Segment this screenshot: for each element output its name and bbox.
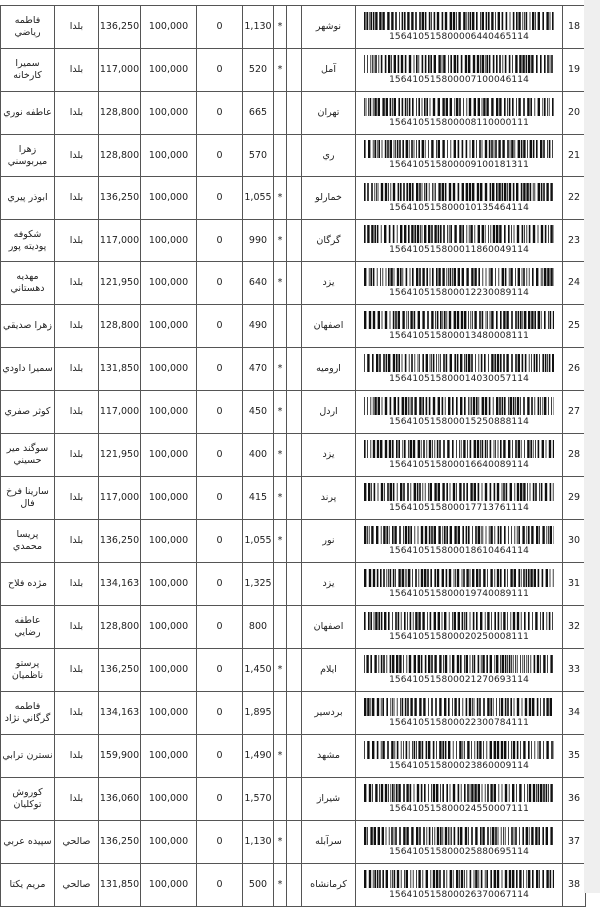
barcode-number: 156410515800013480008111 (389, 331, 529, 342)
company-cell: صالحي (55, 864, 99, 907)
amount-cell: 570 (243, 135, 274, 177)
base-amount-cell: 100,000 (141, 692, 197, 735)
barcode-number: 156410515800026370067114 (389, 890, 529, 901)
table-row (1, 649, 586, 692)
star-marker-cell: * (274, 6, 287, 49)
zero-cell: 0 (197, 649, 243, 692)
barcode-cell (356, 49, 563, 92)
base-amount-cell: 100,000 (141, 262, 197, 305)
table-row (1, 434, 586, 477)
empty-cell (287, 135, 302, 177)
amount-cell: 1,130 (243, 6, 274, 49)
base-amount-cell: 100,000 (141, 735, 197, 778)
star-marker-cell: * (274, 49, 287, 92)
star-marker-cell (274, 692, 287, 735)
total-amount-cell: 128,800 (99, 606, 141, 649)
zero-cell: 0 (197, 692, 243, 735)
total-amount-cell: 128,800 (99, 92, 141, 135)
company-cell: بلدا (55, 135, 99, 177)
recipient-name-cell: پرستو ناظميان (1, 649, 55, 692)
zero-cell: 0 (197, 305, 243, 348)
city-cell: ري (302, 135, 356, 177)
barcode-cell (356, 305, 563, 348)
amount-cell: 470 (243, 348, 274, 391)
star-marker-cell: * (274, 649, 287, 692)
base-amount-cell: 100,000 (141, 6, 197, 49)
barcode-cell (356, 692, 563, 735)
barcode-cell (356, 391, 563, 434)
city-cell: خمارلو (302, 177, 356, 220)
barcode-graphic (364, 784, 554, 802)
row-index-cell: 32 (563, 606, 586, 649)
star-marker-cell: * (274, 262, 287, 305)
company-cell: بلدا (55, 262, 99, 305)
empty-cell (287, 563, 302, 606)
empty-cell (287, 649, 302, 692)
recipient-name-cell: فاطمه گرگاني نژاد (1, 692, 55, 735)
total-amount-cell: 136,250 (99, 6, 141, 49)
zero-cell: 0 (197, 177, 243, 220)
table-row (1, 92, 586, 135)
company-cell: بلدا (55, 305, 99, 348)
city-cell: كرمانشاه (302, 864, 356, 907)
total-amount-cell: 136,060 (99, 778, 141, 821)
total-amount-cell: 159,900 (99, 735, 141, 778)
base-amount-cell: 100,000 (141, 220, 197, 262)
total-amount-cell: 136,250 (99, 821, 141, 864)
city-cell: نوشهر (302, 6, 356, 49)
empty-cell (287, 821, 302, 864)
barcode-cell (356, 649, 563, 692)
empty-cell (287, 692, 302, 735)
zero-cell: 0 (197, 821, 243, 864)
barcode-graphic (364, 741, 554, 759)
recipient-name-cell: كوروش توكليان (1, 778, 55, 821)
amount-cell: 990 (243, 220, 274, 262)
company-cell: بلدا (55, 520, 99, 563)
barcode-number: 156410515800007100046114 (389, 75, 529, 86)
barcode-number: 156410515800006440465114 (389, 32, 529, 43)
row-index-cell: 31 (563, 563, 586, 606)
recipient-name-cell: عاطفه نوري (1, 92, 55, 135)
recipient-name-cell: شكوفه پوديته پور (1, 220, 55, 262)
row-index-cell: 20 (563, 92, 586, 135)
city-cell: تهران (302, 92, 356, 135)
barcode-graphic (364, 225, 554, 243)
base-amount-cell: 100,000 (141, 135, 197, 177)
zero-cell: 0 (197, 135, 243, 177)
shipment-table (0, 5, 586, 907)
empty-cell (287, 49, 302, 92)
company-cell: بلدا (55, 563, 99, 606)
star-marker-cell: * (274, 391, 287, 434)
recipient-name-cell: سميرا كارخانه (1, 49, 55, 92)
barcode-cell (356, 135, 563, 177)
amount-cell: 1,570 (243, 778, 274, 821)
city-cell: آمل (302, 49, 356, 92)
star-marker-cell: * (274, 735, 287, 778)
barcode-cell (356, 220, 563, 262)
city-cell: ايلام (302, 649, 356, 692)
barcode-cell (356, 6, 563, 49)
table-row (1, 606, 586, 649)
total-amount-cell: 136,250 (99, 649, 141, 692)
amount-cell: 1,895 (243, 692, 274, 735)
barcode-number: 156410515800024550007111 (389, 804, 529, 815)
empty-cell (287, 6, 302, 49)
zero-cell: 0 (197, 220, 243, 262)
empty-cell (287, 477, 302, 520)
star-marker-cell (274, 563, 287, 606)
recipient-name-cell: سپيده عربي (1, 821, 55, 864)
star-marker-cell: * (274, 477, 287, 520)
company-cell: صالحي (55, 821, 99, 864)
barcode-graphic (364, 183, 554, 201)
table-row (1, 477, 586, 520)
amount-cell: 640 (243, 262, 274, 305)
city-cell: اروميه (302, 348, 356, 391)
barcode-number: 156410515800008110000111 (389, 118, 529, 129)
row-index-cell: 22 (563, 177, 586, 220)
row-index-cell: 36 (563, 778, 586, 821)
barcode-number: 156410515800016640089114 (389, 460, 529, 471)
table-row (1, 135, 586, 177)
base-amount-cell: 100,000 (141, 92, 197, 135)
total-amount-cell: 131,850 (99, 864, 141, 907)
barcode-graphic (364, 612, 554, 630)
table-row (1, 348, 586, 391)
company-cell: بلدا (55, 735, 99, 778)
page-margin (584, 0, 600, 893)
amount-cell: 415 (243, 477, 274, 520)
table-row (1, 262, 586, 305)
barcode-graphic (364, 98, 554, 116)
amount-cell: 1,325 (243, 563, 274, 606)
barcode-number: 156410515800010135464114 (389, 203, 529, 214)
total-amount-cell: 121,950 (99, 262, 141, 305)
barcode-number: 156410515800019740089111 (389, 589, 529, 600)
barcode-graphic (364, 698, 554, 716)
star-marker-cell: * (274, 220, 287, 262)
base-amount-cell: 100,000 (141, 391, 197, 434)
barcode-graphic (364, 440, 554, 458)
total-amount-cell: 131,850 (99, 348, 141, 391)
barcode-graphic (364, 55, 554, 73)
amount-cell: 1,450 (243, 649, 274, 692)
base-amount-cell: 100,000 (141, 563, 197, 606)
base-amount-cell: 100,000 (141, 864, 197, 907)
barcode-number: 156410515800021270693114 (389, 675, 529, 686)
company-cell: بلدا (55, 477, 99, 520)
empty-cell (287, 262, 302, 305)
total-amount-cell: 128,800 (99, 305, 141, 348)
barcode-cell (356, 434, 563, 477)
base-amount-cell: 100,000 (141, 477, 197, 520)
barcode-cell (356, 563, 563, 606)
row-index-cell: 35 (563, 735, 586, 778)
star-marker-cell: * (274, 520, 287, 563)
zero-cell: 0 (197, 391, 243, 434)
table-row (1, 821, 586, 864)
recipient-name-cell: كوثر صفري (1, 391, 55, 434)
base-amount-cell: 100,000 (141, 606, 197, 649)
zero-cell: 0 (197, 477, 243, 520)
recipient-name-cell: مهديه دهستاني (1, 262, 55, 305)
empty-cell (287, 520, 302, 563)
table-row (1, 391, 586, 434)
city-cell: يزد (302, 434, 356, 477)
barcode-cell (356, 821, 563, 864)
barcode-cell (356, 262, 563, 305)
company-cell: بلدا (55, 6, 99, 49)
empty-cell (287, 305, 302, 348)
barcode-graphic (364, 827, 554, 845)
barcode-graphic (364, 354, 554, 372)
company-cell: بلدا (55, 692, 99, 735)
empty-cell (287, 92, 302, 135)
empty-cell (287, 391, 302, 434)
star-marker-cell: * (274, 177, 287, 220)
table-row (1, 778, 586, 821)
barcode-cell (356, 864, 563, 907)
amount-cell: 1,055 (243, 520, 274, 563)
recipient-name-cell: عاطفه رضايي (1, 606, 55, 649)
table-row (1, 177, 586, 220)
table-row (1, 220, 586, 262)
company-cell: بلدا (55, 220, 99, 262)
amount-cell: 450 (243, 391, 274, 434)
total-amount-cell: 134,163 (99, 563, 141, 606)
barcode-number: 156410515800020250008111 (389, 632, 529, 643)
empty-cell (287, 864, 302, 907)
barcode-graphic (364, 140, 554, 158)
recipient-name-cell: زهرا ميربوسني (1, 135, 55, 177)
table-row (1, 6, 586, 49)
barcode-graphic (364, 311, 554, 329)
empty-cell (287, 735, 302, 778)
row-index-cell: 30 (563, 520, 586, 563)
recipient-name-cell: ابوذر پيري (1, 177, 55, 220)
barcode-number: 156410515800011860049114 (389, 245, 529, 256)
zero-cell: 0 (197, 606, 243, 649)
table-row (1, 735, 586, 778)
total-amount-cell: 134,163 (99, 692, 141, 735)
city-cell: اصفهان (302, 305, 356, 348)
barcode-cell (356, 735, 563, 778)
barcode-number: 156410515800022300784111 (389, 718, 529, 729)
table-row (1, 864, 586, 907)
barcode-number: 156410515800015250888114 (389, 417, 529, 428)
base-amount-cell: 100,000 (141, 778, 197, 821)
amount-cell: 800 (243, 606, 274, 649)
barcode-number: 156410515800018610464114 (389, 546, 529, 557)
recipient-name-cell: زهرا صديقي (1, 305, 55, 348)
barcode-number: 156410515800017713761114 (389, 503, 529, 514)
company-cell: بلدا (55, 649, 99, 692)
star-marker-cell: * (274, 864, 287, 907)
recipient-name-cell: سوگند مير حسيني (1, 434, 55, 477)
table-row (1, 49, 586, 92)
row-index-cell: 34 (563, 692, 586, 735)
zero-cell: 0 (197, 520, 243, 563)
base-amount-cell: 100,000 (141, 177, 197, 220)
total-amount-cell: 117,000 (99, 49, 141, 92)
empty-cell (287, 434, 302, 477)
star-marker-cell (274, 606, 287, 649)
barcode-number: 156410515800014030057114 (389, 374, 529, 385)
barcode-number: 156410515800009100181311 (389, 160, 529, 171)
table-row (1, 692, 586, 735)
table-row (1, 305, 586, 348)
barcode-cell (356, 778, 563, 821)
barcode-graphic (364, 483, 554, 501)
zero-cell: 0 (197, 563, 243, 606)
star-marker-cell (274, 92, 287, 135)
barcode-graphic (364, 655, 554, 673)
barcode-number: 156410515800012230089114 (389, 288, 529, 299)
recipient-name-cell: سارينا فرخ فال (1, 477, 55, 520)
zero-cell: 0 (197, 434, 243, 477)
table-body (1, 6, 586, 907)
star-marker-cell: * (274, 348, 287, 391)
barcode-cell (356, 92, 563, 135)
table-row (1, 563, 586, 606)
row-index-cell: 18 (563, 6, 586, 49)
recipient-name-cell: سميرا داودي (1, 348, 55, 391)
city-cell: پرند (302, 477, 356, 520)
total-amount-cell: 136,250 (99, 520, 141, 563)
zero-cell: 0 (197, 92, 243, 135)
zero-cell: 0 (197, 6, 243, 49)
table-row (1, 520, 586, 563)
amount-cell: 1,490 (243, 735, 274, 778)
zero-cell: 0 (197, 735, 243, 778)
row-index-cell: 37 (563, 821, 586, 864)
zero-cell: 0 (197, 864, 243, 907)
city-cell: سرآبله (302, 821, 356, 864)
city-cell: بردسير (302, 692, 356, 735)
zero-cell: 0 (197, 49, 243, 92)
company-cell: بلدا (55, 92, 99, 135)
total-amount-cell: 121,950 (99, 434, 141, 477)
row-index-cell: 24 (563, 262, 586, 305)
barcode-number: 156410515800023860009114 (389, 761, 529, 772)
empty-cell (287, 778, 302, 821)
company-cell: بلدا (55, 348, 99, 391)
city-cell: گرگان (302, 220, 356, 262)
company-cell: بلدا (55, 434, 99, 477)
amount-cell: 490 (243, 305, 274, 348)
amount-cell: 1,130 (243, 821, 274, 864)
base-amount-cell: 100,000 (141, 49, 197, 92)
star-marker-cell: * (274, 821, 287, 864)
empty-cell (287, 220, 302, 262)
barcode-number: 156410515800025880695114 (389, 847, 529, 858)
row-index-cell: 29 (563, 477, 586, 520)
base-amount-cell: 100,000 (141, 305, 197, 348)
barcode-cell (356, 348, 563, 391)
star-marker-cell (274, 305, 287, 348)
row-index-cell: 21 (563, 135, 586, 177)
base-amount-cell: 100,000 (141, 649, 197, 692)
company-cell: بلدا (55, 49, 99, 92)
amount-cell: 500 (243, 864, 274, 907)
amount-cell: 665 (243, 92, 274, 135)
recipient-name-cell: پريسا محمدي (1, 520, 55, 563)
amount-cell: 520 (243, 49, 274, 92)
city-cell: شيراز (302, 778, 356, 821)
company-cell: بلدا (55, 177, 99, 220)
row-index-cell: 19 (563, 49, 586, 92)
base-amount-cell: 100,000 (141, 821, 197, 864)
recipient-name-cell: مژده فلاح (1, 563, 55, 606)
barcode-graphic (364, 569, 554, 587)
star-marker-cell (274, 135, 287, 177)
row-index-cell: 23 (563, 220, 586, 262)
barcode-cell (356, 606, 563, 649)
star-marker-cell (274, 778, 287, 821)
barcode-cell (356, 177, 563, 220)
row-index-cell: 28 (563, 434, 586, 477)
row-index-cell: 38 (563, 864, 586, 907)
barcode-graphic (364, 268, 554, 286)
row-index-cell: 27 (563, 391, 586, 434)
barcode-graphic (364, 870, 554, 888)
base-amount-cell: 100,000 (141, 520, 197, 563)
star-marker-cell: * (274, 434, 287, 477)
company-cell: بلدا (55, 391, 99, 434)
city-cell: اردل (302, 391, 356, 434)
empty-cell (287, 348, 302, 391)
barcode-cell (356, 520, 563, 563)
base-amount-cell: 100,000 (141, 434, 197, 477)
row-index-cell: 26 (563, 348, 586, 391)
city-cell: مشهد (302, 735, 356, 778)
company-cell: بلدا (55, 778, 99, 821)
city-cell: يزد (302, 262, 356, 305)
amount-cell: 1,055 (243, 177, 274, 220)
total-amount-cell: 117,000 (99, 391, 141, 434)
empty-cell (287, 177, 302, 220)
recipient-name-cell: فاطمه رياضي (1, 6, 55, 49)
total-amount-cell: 117,000 (99, 477, 141, 520)
zero-cell: 0 (197, 262, 243, 305)
base-amount-cell: 100,000 (141, 348, 197, 391)
barcode-graphic (364, 12, 554, 30)
city-cell: اصفهان (302, 606, 356, 649)
barcode-graphic (364, 526, 554, 544)
total-amount-cell: 128,800 (99, 135, 141, 177)
company-cell: بلدا (55, 606, 99, 649)
barcode-cell (356, 477, 563, 520)
city-cell: نور (302, 520, 356, 563)
zero-cell: 0 (197, 348, 243, 391)
row-index-cell: 33 (563, 649, 586, 692)
recipient-name-cell: نسترن ترابي (1, 735, 55, 778)
total-amount-cell: 136,250 (99, 177, 141, 220)
amount-cell: 400 (243, 434, 274, 477)
empty-cell (287, 606, 302, 649)
barcode-graphic (364, 397, 554, 415)
recipient-name-cell: مريم يكتا (1, 864, 55, 907)
city-cell: يزد (302, 563, 356, 606)
row-index-cell: 25 (563, 305, 586, 348)
zero-cell: 0 (197, 778, 243, 821)
total-amount-cell: 117,000 (99, 220, 141, 262)
